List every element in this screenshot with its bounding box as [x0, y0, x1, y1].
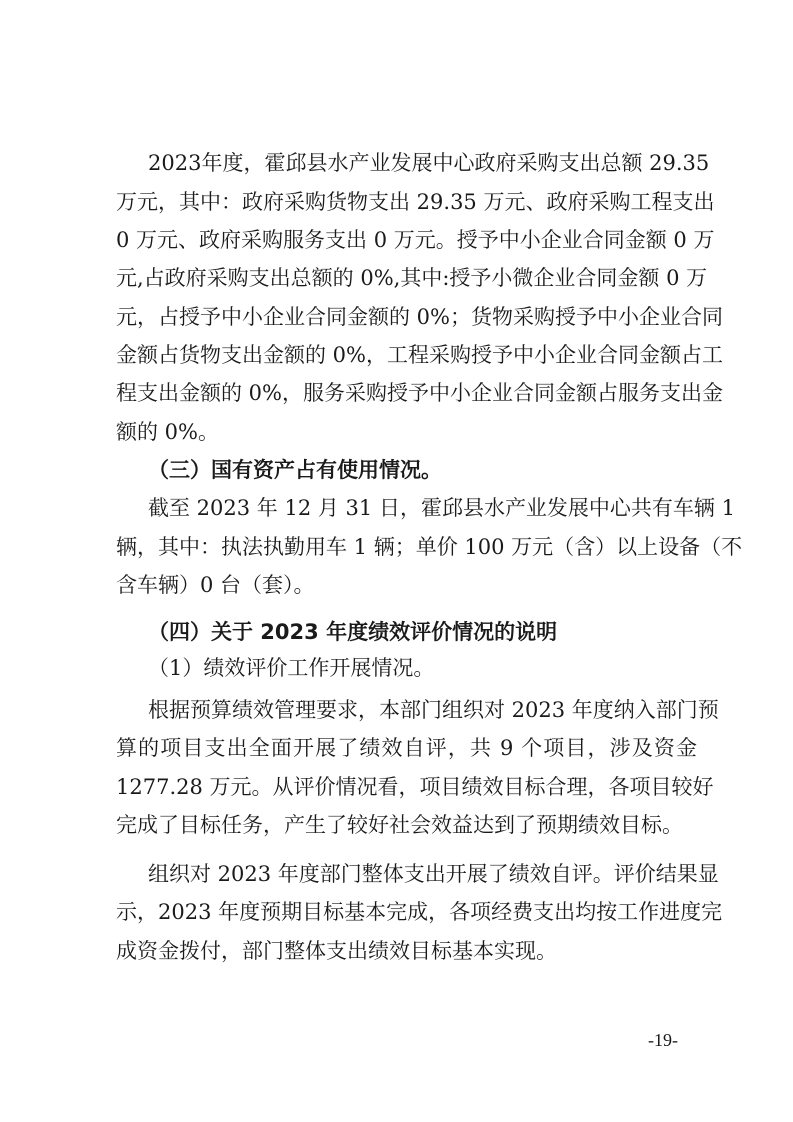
subsection-heading: （1）绩效评价工作开展情况。 [148, 656, 435, 680]
body-text-line: 程支出金额的 0%，服务采购授予中小企业合同金额占服务支出金 [116, 381, 723, 405]
body-text-line: 万元，其中：政府采购货物支出 29.35 万元、政府采购工程支出 [116, 190, 715, 214]
body-text-line: 2023年度，霍邱县水产业发展中心政府采购支出总额 29.35 [148, 151, 710, 175]
section-heading: （四）关于 2023 年度绩效评价情况的说明 [148, 620, 558, 644]
body-text-line: 示，2023 年度预期目标基本完成，各项经费支出均按工作进度完 [116, 900, 723, 924]
page-number: -19- [648, 1030, 678, 1050]
body-text-line: 完成了目标任务，产生了较好社会效益达到了预期绩效目标。 [116, 813, 683, 837]
body-text-line: 截至 2023 年 12 月 31 日，霍邱县水产业发展中心共有车辆 1 [148, 496, 735, 520]
body-text-line: 成资金拨付，部门整体支出绩效目标基本实现。 [116, 939, 557, 963]
body-text-line: 1277.28 万元。从评价情况看，项目绩效目标合理，各项目较好 [116, 775, 714, 799]
body-text-line: 组织对 2023 年度部门整体支出开展了绩效自评。评价结果显 [148, 862, 719, 886]
body-text-line: 元,占政府采购支出总额的 0%,其中:授予小微企业合同金额 0 万 [116, 266, 708, 290]
body-text-line: 元，占授予中小企业合同金额的 0%；货物采购授予中小企业合同 [116, 305, 723, 329]
body-text-line: 0 万元、政府采购服务支出 0 万元。授予中小企业合同金额 0 万 [116, 228, 715, 252]
body-text-line: 含车辆）0 台（套）。 [116, 573, 315, 597]
section-heading: （三）国有资产占有使用情况。 [148, 458, 442, 482]
body-text-line: 根据预算绩效管理要求，本部门组织对 2023 年度纳入部门预 [148, 698, 719, 722]
body-text-line: 辆，其中：执法执勤用车 1 辆；单价 100 万元（含）以上设备（不 [116, 535, 743, 559]
body-text-line: 算的项目支出全面开展了绩效自评，共 9 个项目，涉及资金 [116, 736, 697, 760]
body-text-line: 金额占货物支出金额的 0%，工程采购授予中小企业合同金额占工 [116, 343, 723, 367]
body-text-line: 额的 0%。 [116, 420, 219, 444]
